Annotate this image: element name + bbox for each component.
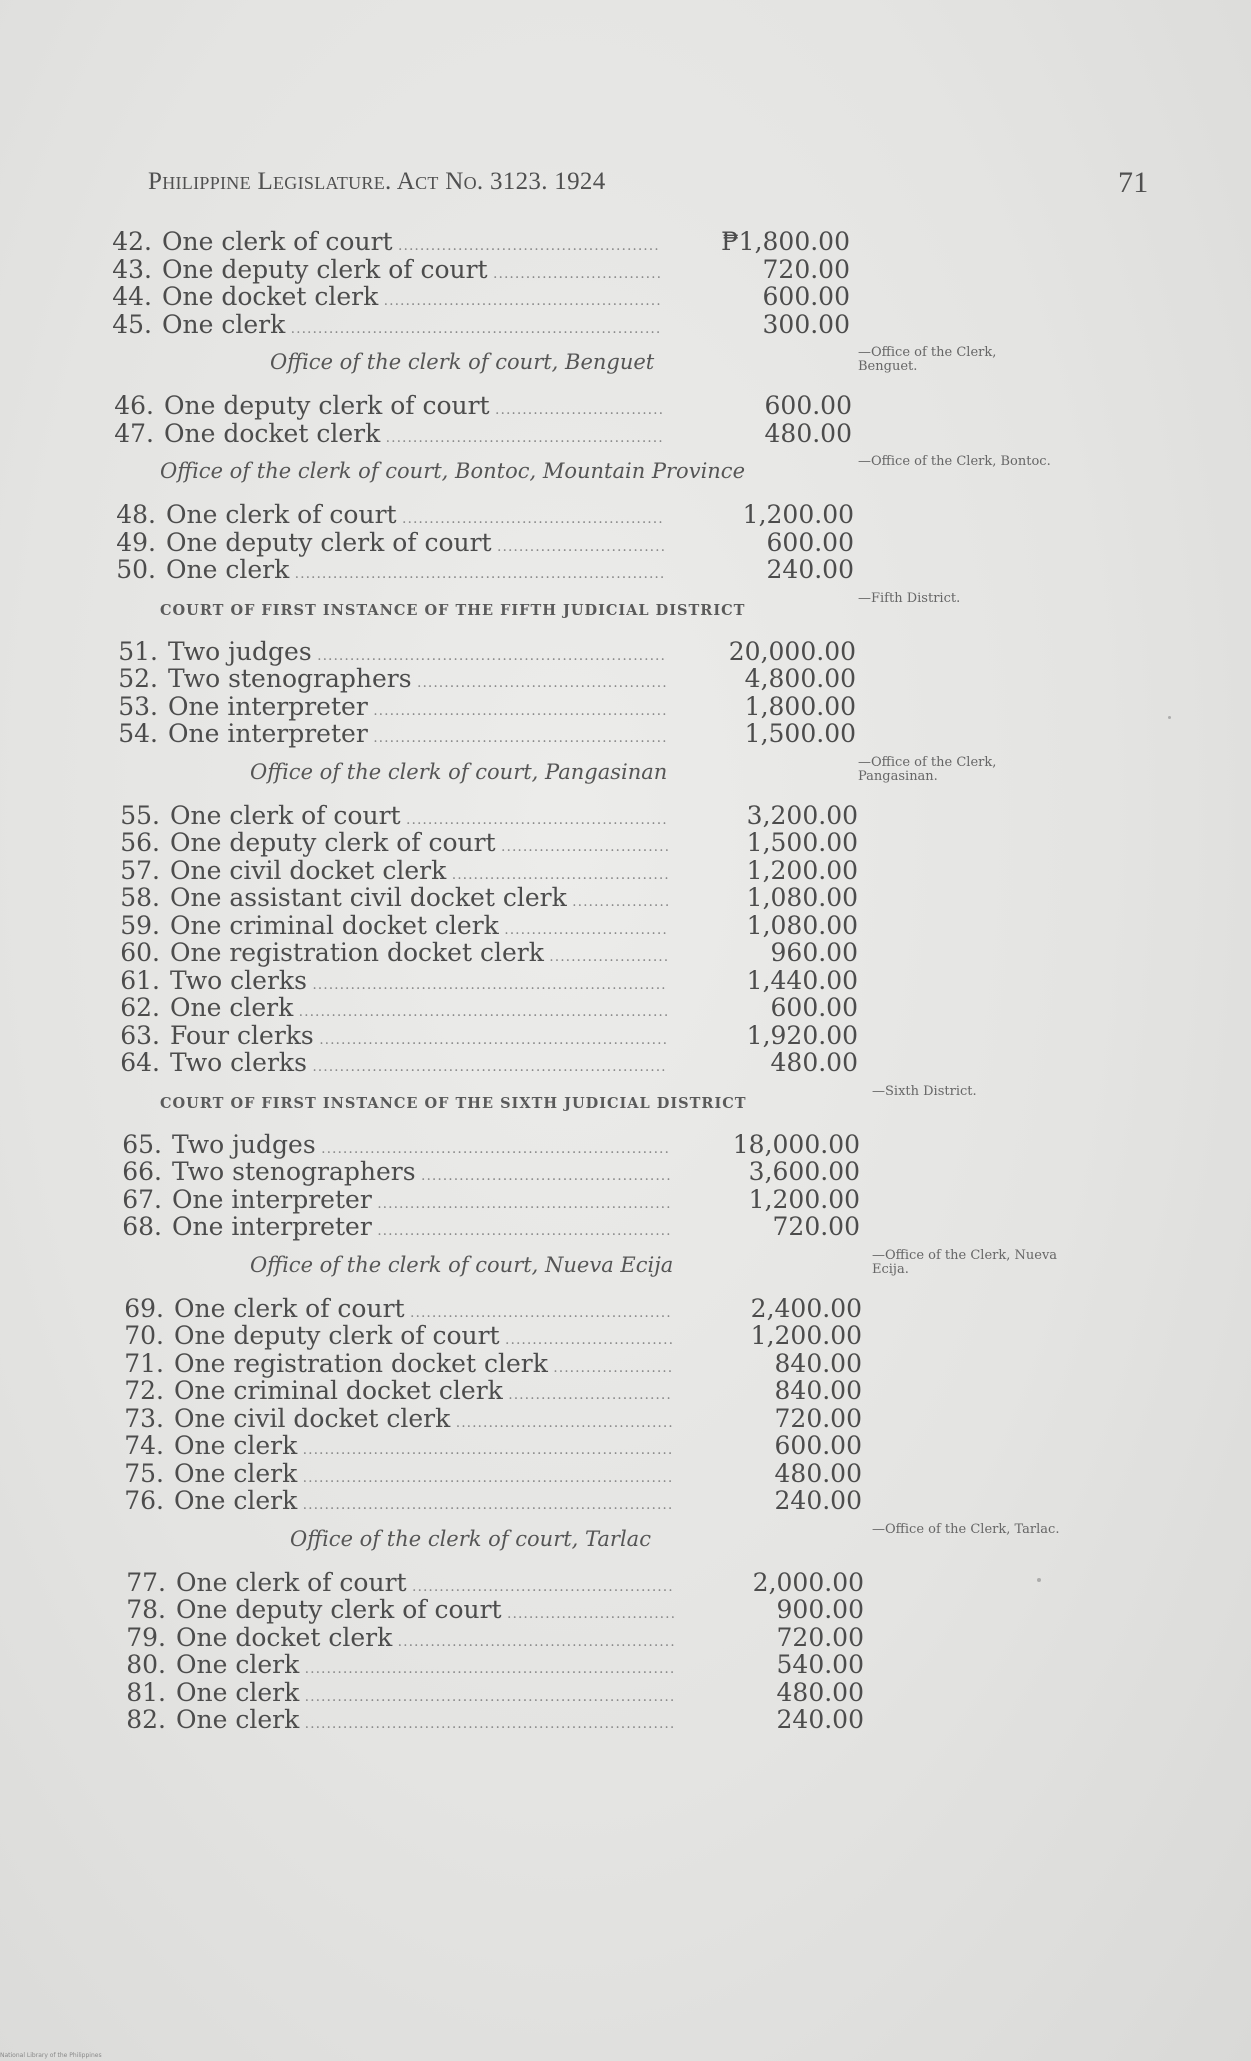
item-number: 70. (124, 1321, 164, 1350)
section-heading-row (110, 447, 1110, 501)
section (110, 584, 1110, 748)
item-description: One registration docket clerk ..... (170, 939, 668, 972)
line-item (120, 1131, 1110, 1159)
item-amount: 600.00 (774, 1431, 862, 1460)
item-description: One clerk ..... (170, 994, 668, 1027)
item-description: One assistant civil docket clerk ..... (170, 884, 668, 917)
line-item (118, 967, 1110, 995)
line-item (118, 912, 1110, 940)
item-amount: 2,400.00 (750, 1293, 862, 1323)
line-item (116, 720, 1110, 748)
item-amount: 840.00 (774, 1376, 862, 1405)
line-item (124, 1651, 1110, 1679)
district-heading: COURT OF FIRST INSTANCE OF THE SIXTH JUDICIAL DISTRICT (160, 1094, 747, 1112)
item-description: One interpreter ..... (168, 720, 666, 753)
item-number: 72. (124, 1376, 164, 1405)
item-number: 53. (118, 691, 158, 721)
line-item (114, 501, 1110, 529)
item-description: Two clerks ..... (170, 967, 668, 1000)
item-number: 46. (114, 391, 154, 420)
item-number: 44. (112, 282, 152, 311)
line-item (110, 256, 1110, 284)
item-description: One interpreter ..... (172, 1186, 670, 1219)
line-item (122, 1460, 1110, 1488)
line-item (124, 1706, 1110, 1734)
scan-credit: National Library of the Philippines (0, 2052, 102, 2059)
item-description: One deputy clerk of court ..... (164, 392, 662, 425)
line-item (122, 1295, 1110, 1323)
item-description: One clerk ..... (174, 1487, 672, 1520)
item-description: One civil docket clerk ..... (174, 1405, 672, 1438)
item-number: 73. (124, 1403, 164, 1433)
item-amount: 480.00 (770, 1048, 858, 1077)
margin-note: —Office of the Clerk, Bontoc. (858, 454, 1051, 469)
line-item (122, 1405, 1110, 1433)
item-amount: 240.00 (776, 1705, 864, 1734)
item-description: One clerk ..... (174, 1432, 672, 1465)
item-description: One clerk ..... (176, 1706, 674, 1739)
item-description: One clerk ..... (166, 556, 664, 589)
item-amount: 300.00 (762, 309, 850, 339)
item-description: One interpreter ..... (168, 693, 666, 726)
line-item (118, 1049, 1110, 1077)
line-item (110, 228, 1110, 256)
section-heading-row (110, 748, 1110, 802)
item-description: Four clerks ..... (170, 1022, 668, 1055)
item-number: 56. (120, 828, 160, 857)
item-number: 47. (114, 418, 154, 448)
line-item (116, 693, 1110, 721)
item-amount: 1,200.00 (750, 1321, 862, 1350)
line-item (118, 1022, 1110, 1050)
item-description: One deputy clerk of court ..... (162, 256, 660, 289)
item-amount: 240.00 (766, 555, 854, 584)
item-description: One clerk of court ..... (166, 501, 664, 534)
line-item (116, 638, 1110, 666)
line-item (118, 939, 1110, 967)
item-number: 65. (122, 1129, 162, 1159)
item-number: 48. (116, 500, 156, 529)
section-heading-row (110, 1077, 1110, 1131)
item-number: 55. (120, 800, 160, 830)
item-amount: 1,500.00 (746, 828, 858, 857)
item-description: One registration docket clerk ..... (174, 1350, 672, 1383)
scan-speck (1168, 716, 1171, 719)
item-number: 43. (112, 254, 152, 284)
line-item (112, 392, 1110, 420)
section (110, 228, 1110, 338)
item-description: One docket clerk ..... (176, 1624, 674, 1657)
margin-note: —Sixth District. (872, 1083, 977, 1099)
line-item (122, 1322, 1110, 1350)
item-description: One criminal docket clerk ..... (170, 912, 668, 945)
item-number: 54. (118, 719, 158, 748)
margin-note: —Fifth District. (858, 590, 961, 606)
line-item (118, 994, 1110, 1022)
section (110, 748, 1110, 1077)
item-number: 68. (122, 1212, 162, 1241)
section (110, 1241, 1110, 1515)
item-number: 66. (122, 1157, 162, 1186)
line-item (112, 420, 1110, 448)
item-number: 64. (120, 1048, 160, 1077)
item-amount: 480.00 (764, 418, 852, 448)
item-number: 42. (112, 227, 152, 256)
office-heading: Office of the clerk of court, Pangasinan (250, 759, 668, 784)
item-number: 45. (112, 309, 152, 339)
section-heading-row (110, 1241, 1110, 1295)
item-amount: 840.00 (774, 1348, 862, 1378)
line-item (122, 1432, 1110, 1460)
margin-note: —Office of the Clerk, Nueva Ecija. (872, 1247, 1058, 1277)
office-heading: Office of the clerk of court, Benguet (270, 350, 655, 374)
page-number: 71 (1118, 166, 1149, 199)
item-number: 58. (120, 883, 160, 912)
item-number: 77. (126, 1567, 166, 1597)
section (110, 1077, 1110, 1241)
item-amount: 1,080.00 (746, 910, 858, 940)
item-number: 52. (118, 664, 158, 693)
line-item (118, 802, 1110, 830)
margin-note: —Office of the Clerk, Tarlac. (872, 1521, 1060, 1537)
item-description: One clerk ..... (176, 1679, 674, 1712)
item-amount: 1,440.00 (746, 965, 858, 995)
scan-speck (1037, 1578, 1041, 1582)
item-amount: 3,200.00 (746, 800, 858, 830)
line-item (120, 1213, 1110, 1241)
item-amount: ₱1,800.00 (721, 227, 850, 256)
item-description: One interpreter ..... (172, 1213, 670, 1246)
office-heading: Office of the clerk of court, Bontoc, Mountain Province (160, 459, 745, 483)
line-item (118, 829, 1110, 857)
item-number: 82. (126, 1705, 166, 1734)
item-amount: 18,000.00 (732, 1129, 860, 1159)
item-description: One clerk of court ..... (174, 1295, 672, 1328)
item-description: One deputy clerk of court ..... (174, 1322, 672, 1355)
item-amount: 540.00 (776, 1650, 864, 1679)
line-item (122, 1350, 1110, 1378)
item-number: 59. (120, 910, 160, 940)
section-heading-row (110, 584, 1110, 638)
section (110, 338, 1110, 447)
item-amount: 1,200.00 (748, 1184, 860, 1214)
section-heading-row (110, 1515, 1110, 1569)
line-item (124, 1569, 1110, 1597)
item-description: One clerk ..... (174, 1460, 672, 1493)
item-amount: 720.00 (774, 1403, 862, 1433)
item-amount: 600.00 (762, 282, 850, 311)
item-amount: 3,600.00 (748, 1157, 860, 1186)
item-description: One deputy clerk of court ..... (166, 529, 664, 562)
item-number: 75. (124, 1458, 164, 1488)
item-description: One docket clerk ..... (164, 420, 662, 453)
item-amount: 960.00 (770, 938, 858, 967)
item-description: One clerk ..... (176, 1651, 674, 1684)
item-number: 49. (116, 527, 156, 557)
item-number: 51. (118, 636, 158, 666)
item-number: 62. (120, 993, 160, 1022)
line-item (110, 283, 1110, 311)
item-description: One clerk ..... (162, 311, 660, 344)
line-item (118, 857, 1110, 885)
item-number: 67. (122, 1184, 162, 1214)
item-number: 71. (124, 1348, 164, 1378)
item-description: Two stenographers ..... (172, 1158, 670, 1191)
item-amount: 1,200.00 (746, 855, 858, 885)
running-title: Philippine Legislature. Act No. 3123. 1924 (148, 168, 606, 195)
item-amount: 720.00 (772, 1212, 860, 1241)
item-amount: 600.00 (770, 993, 858, 1022)
item-description: One criminal docket clerk ..... (174, 1377, 672, 1410)
line-item (124, 1596, 1110, 1624)
line-item (122, 1377, 1110, 1405)
item-number: 69. (124, 1293, 164, 1323)
item-amount: 1,800.00 (744, 691, 856, 721)
item-amount: 900.00 (776, 1595, 864, 1624)
item-number: 60. (120, 938, 160, 967)
item-description: Two clerks ..... (170, 1049, 668, 1082)
item-description: One deputy clerk of court ..... (170, 829, 668, 862)
line-item (118, 884, 1110, 912)
office-heading: Office of the clerk of court, Nueva Ecija (250, 1252, 674, 1277)
item-number: 61. (120, 965, 160, 995)
office-heading: Office of the clerk of court, Tarlac (290, 1526, 651, 1551)
item-description: Two stenographers ..... (168, 665, 666, 698)
margin-note: —Office of the Clerk, Benguet. (858, 345, 997, 374)
line-item (114, 556, 1110, 584)
item-number: 79. (126, 1622, 166, 1652)
district-heading: COURT OF FIRST INSTANCE OF THE FIFTH JUDICIAL DISTRICT (160, 601, 746, 619)
item-amount: 1,080.00 (746, 883, 858, 912)
item-number: 80. (126, 1650, 166, 1679)
line-item (116, 665, 1110, 693)
margin-note: —Office of the Clerk, Pangasinan. (858, 754, 997, 784)
item-description: One clerk of court ..... (170, 802, 668, 835)
item-number: 57. (120, 855, 160, 885)
item-amount: 1,920.00 (746, 1020, 858, 1050)
item-description: Two judges ..... (172, 1131, 670, 1164)
item-description: One docket clerk ..... (162, 283, 660, 316)
section-heading-row (110, 338, 1110, 392)
section (110, 1515, 1110, 1734)
item-description: Two judges ..... (168, 638, 666, 671)
item-number: 78. (126, 1595, 166, 1624)
item-amount: 600.00 (764, 391, 852, 420)
line-item (120, 1186, 1110, 1214)
item-description: One deputy clerk of court ..... (176, 1596, 674, 1629)
item-amount: 720.00 (762, 254, 850, 284)
item-description: One clerk of court ..... (176, 1569, 674, 1602)
item-amount: 480.00 (776, 1677, 864, 1707)
item-amount: 1,200.00 (742, 500, 854, 529)
item-description: One clerk of court ..... (162, 228, 660, 261)
section (110, 447, 1110, 584)
item-number: 81. (126, 1677, 166, 1707)
item-amount: 600.00 (766, 527, 854, 557)
item-description: One civil docket clerk ..... (170, 857, 668, 890)
item-amount: 2,000.00 (752, 1567, 864, 1597)
item-amount: 20,000.00 (728, 636, 856, 666)
item-amount: 240.00 (774, 1486, 862, 1515)
item-amount: 480.00 (774, 1458, 862, 1488)
item-number: 63. (120, 1020, 160, 1050)
line-item (124, 1679, 1110, 1707)
line-item (120, 1158, 1110, 1186)
line-item (124, 1624, 1110, 1652)
item-number: 74. (124, 1431, 164, 1460)
item-number: 76. (124, 1486, 164, 1515)
line-item (122, 1487, 1110, 1515)
appropriation-list (110, 228, 1110, 1734)
item-number: 50. (116, 555, 156, 584)
item-amount: 720.00 (776, 1622, 864, 1652)
item-amount: 1,500.00 (744, 719, 856, 748)
line-item (110, 311, 1110, 339)
item-amount: 4,800.00 (744, 664, 856, 693)
line-item (114, 529, 1110, 557)
